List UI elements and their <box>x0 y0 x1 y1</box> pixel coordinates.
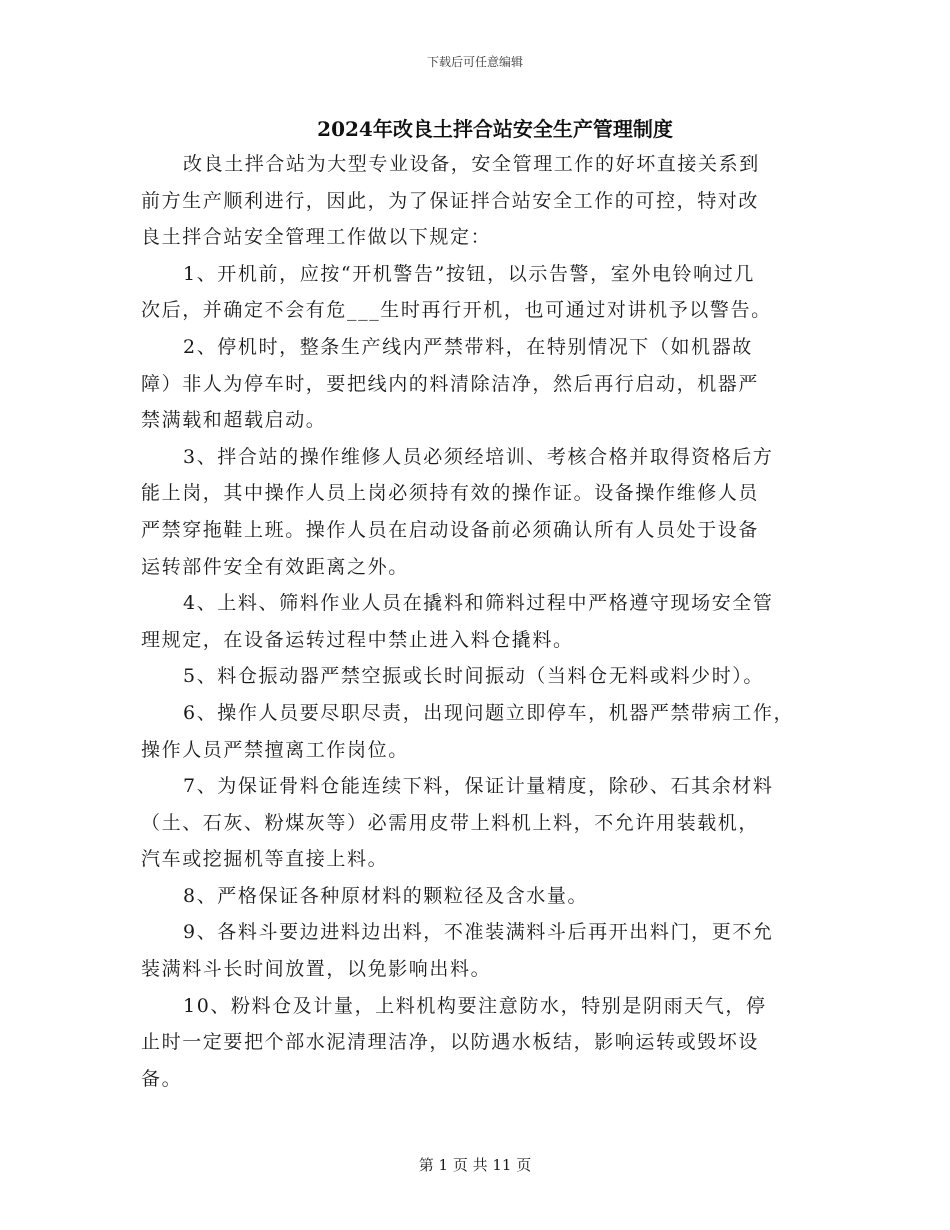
document-title: 2024年改良土拌合站安全生产管理制度 <box>317 117 673 141</box>
paragraph <box>141 585 831 658</box>
paragraph-line: （土、石灰、粉煤灰等）必需用皮带上料机上料，不允许用装载机， <box>141 811 760 834</box>
paragraph <box>141 439 831 585</box>
paragraph-line: 2、停机时，整条生产线内严禁带料，在特别情况下（如机器故 <box>183 335 753 358</box>
paragraph <box>141 768 831 878</box>
paragraph <box>141 329 831 439</box>
paragraph <box>141 988 831 1098</box>
paragraph-line: 改良土拌合站为大型专业设备，安全管理工作的好坏直接关系到 <box>183 153 760 175</box>
paragraph-line: 前方生产顺利进行，因此，为了保证拌合站安全工作的可控，特对改 <box>141 189 760 212</box>
paragraph <box>141 878 831 915</box>
paragraph-line: 8、严格保证各种原材料的颗粒径及含水量。 <box>183 884 589 907</box>
paragraph-line: 4、上料、筛料作业人员在撬料和筛料过程中严格遵守现场安全管 <box>183 592 774 615</box>
paragraph <box>141 695 831 768</box>
paragraph-line: 6、操作人员要尽职尽责，出现问题立即停车，机器严禁带病工作， <box>183 701 795 724</box>
paragraph-line: 障）非人为停车时，要把线内的料清除洁净，然后再行启动，机器严 <box>141 372 760 395</box>
paragraph-line: 1、开机前，应按“开机警告”按钮，以示告警，室外电铃响过几 <box>183 262 755 285</box>
paragraph-line: 良土拌合站安全管理工作做以下规定： <box>141 226 492 249</box>
header-note: 下载后可任意编辑 <box>426 55 523 69</box>
paragraph-line: 9、各料斗要边进料边出料，不准装满料斗后再开出料门，更不允 <box>183 921 774 944</box>
paragraph-line: 止时一定要把个部水泥清理洁净，以防遇水板结，影响运转或毁坏设 <box>141 1031 760 1054</box>
paragraph-line: 5、料仓振动器严禁空振或长时间振动（当料仓无料或料少时）。 <box>183 665 764 688</box>
paragraph-line: 理规定，在设备运转过程中禁止进入料仓撬料。 <box>141 628 574 651</box>
paragraph-line: 能上岗，其中操作人员上岗必须持有效的操作证。设备操作维修人员 <box>141 482 760 505</box>
paragraph-line: 禁满载和超载启动。 <box>141 409 327 432</box>
paragraph-line: 7、为保证骨料仓能连续下料，保证计量精度，除砂、石其余材料 <box>183 775 774 798</box>
paragraph <box>141 146 831 256</box>
paragraph-line: 备。 <box>141 1067 183 1090</box>
paragraph-line: 装满料斗长时间放置，以免影响出料。 <box>141 958 492 981</box>
document-body <box>141 146 831 1097</box>
page-number: 第 1 页 共 11 页 <box>418 1156 532 1174</box>
paragraph-line: 3、拌合站的操作维修人员必须经培训、考核合格并取得资格后方 <box>183 445 774 468</box>
paragraph-line: 运转部件安全有效距离之外。 <box>141 555 409 578</box>
paragraph-line: 10、粉料仓及计量，上料机构要注意防水，特别是阴雨天气，停 <box>183 994 767 1017</box>
paragraph-line: 次后，并确定不会有危___生时再行开机，也可通过对讲机予以警告。 <box>141 299 772 322</box>
paragraph <box>141 658 831 695</box>
paragraph-line: 操作人员严禁擅离工作岗位。 <box>141 738 409 761</box>
paragraph <box>141 914 831 987</box>
paragraph-line: 汽车或挖掘机等直接上料。 <box>141 848 389 871</box>
paragraph <box>141 256 831 329</box>
paragraph-line: 严禁穿拖鞋上班。操作人员在启动设备前必须确认所有人员处于设备 <box>141 518 760 541</box>
